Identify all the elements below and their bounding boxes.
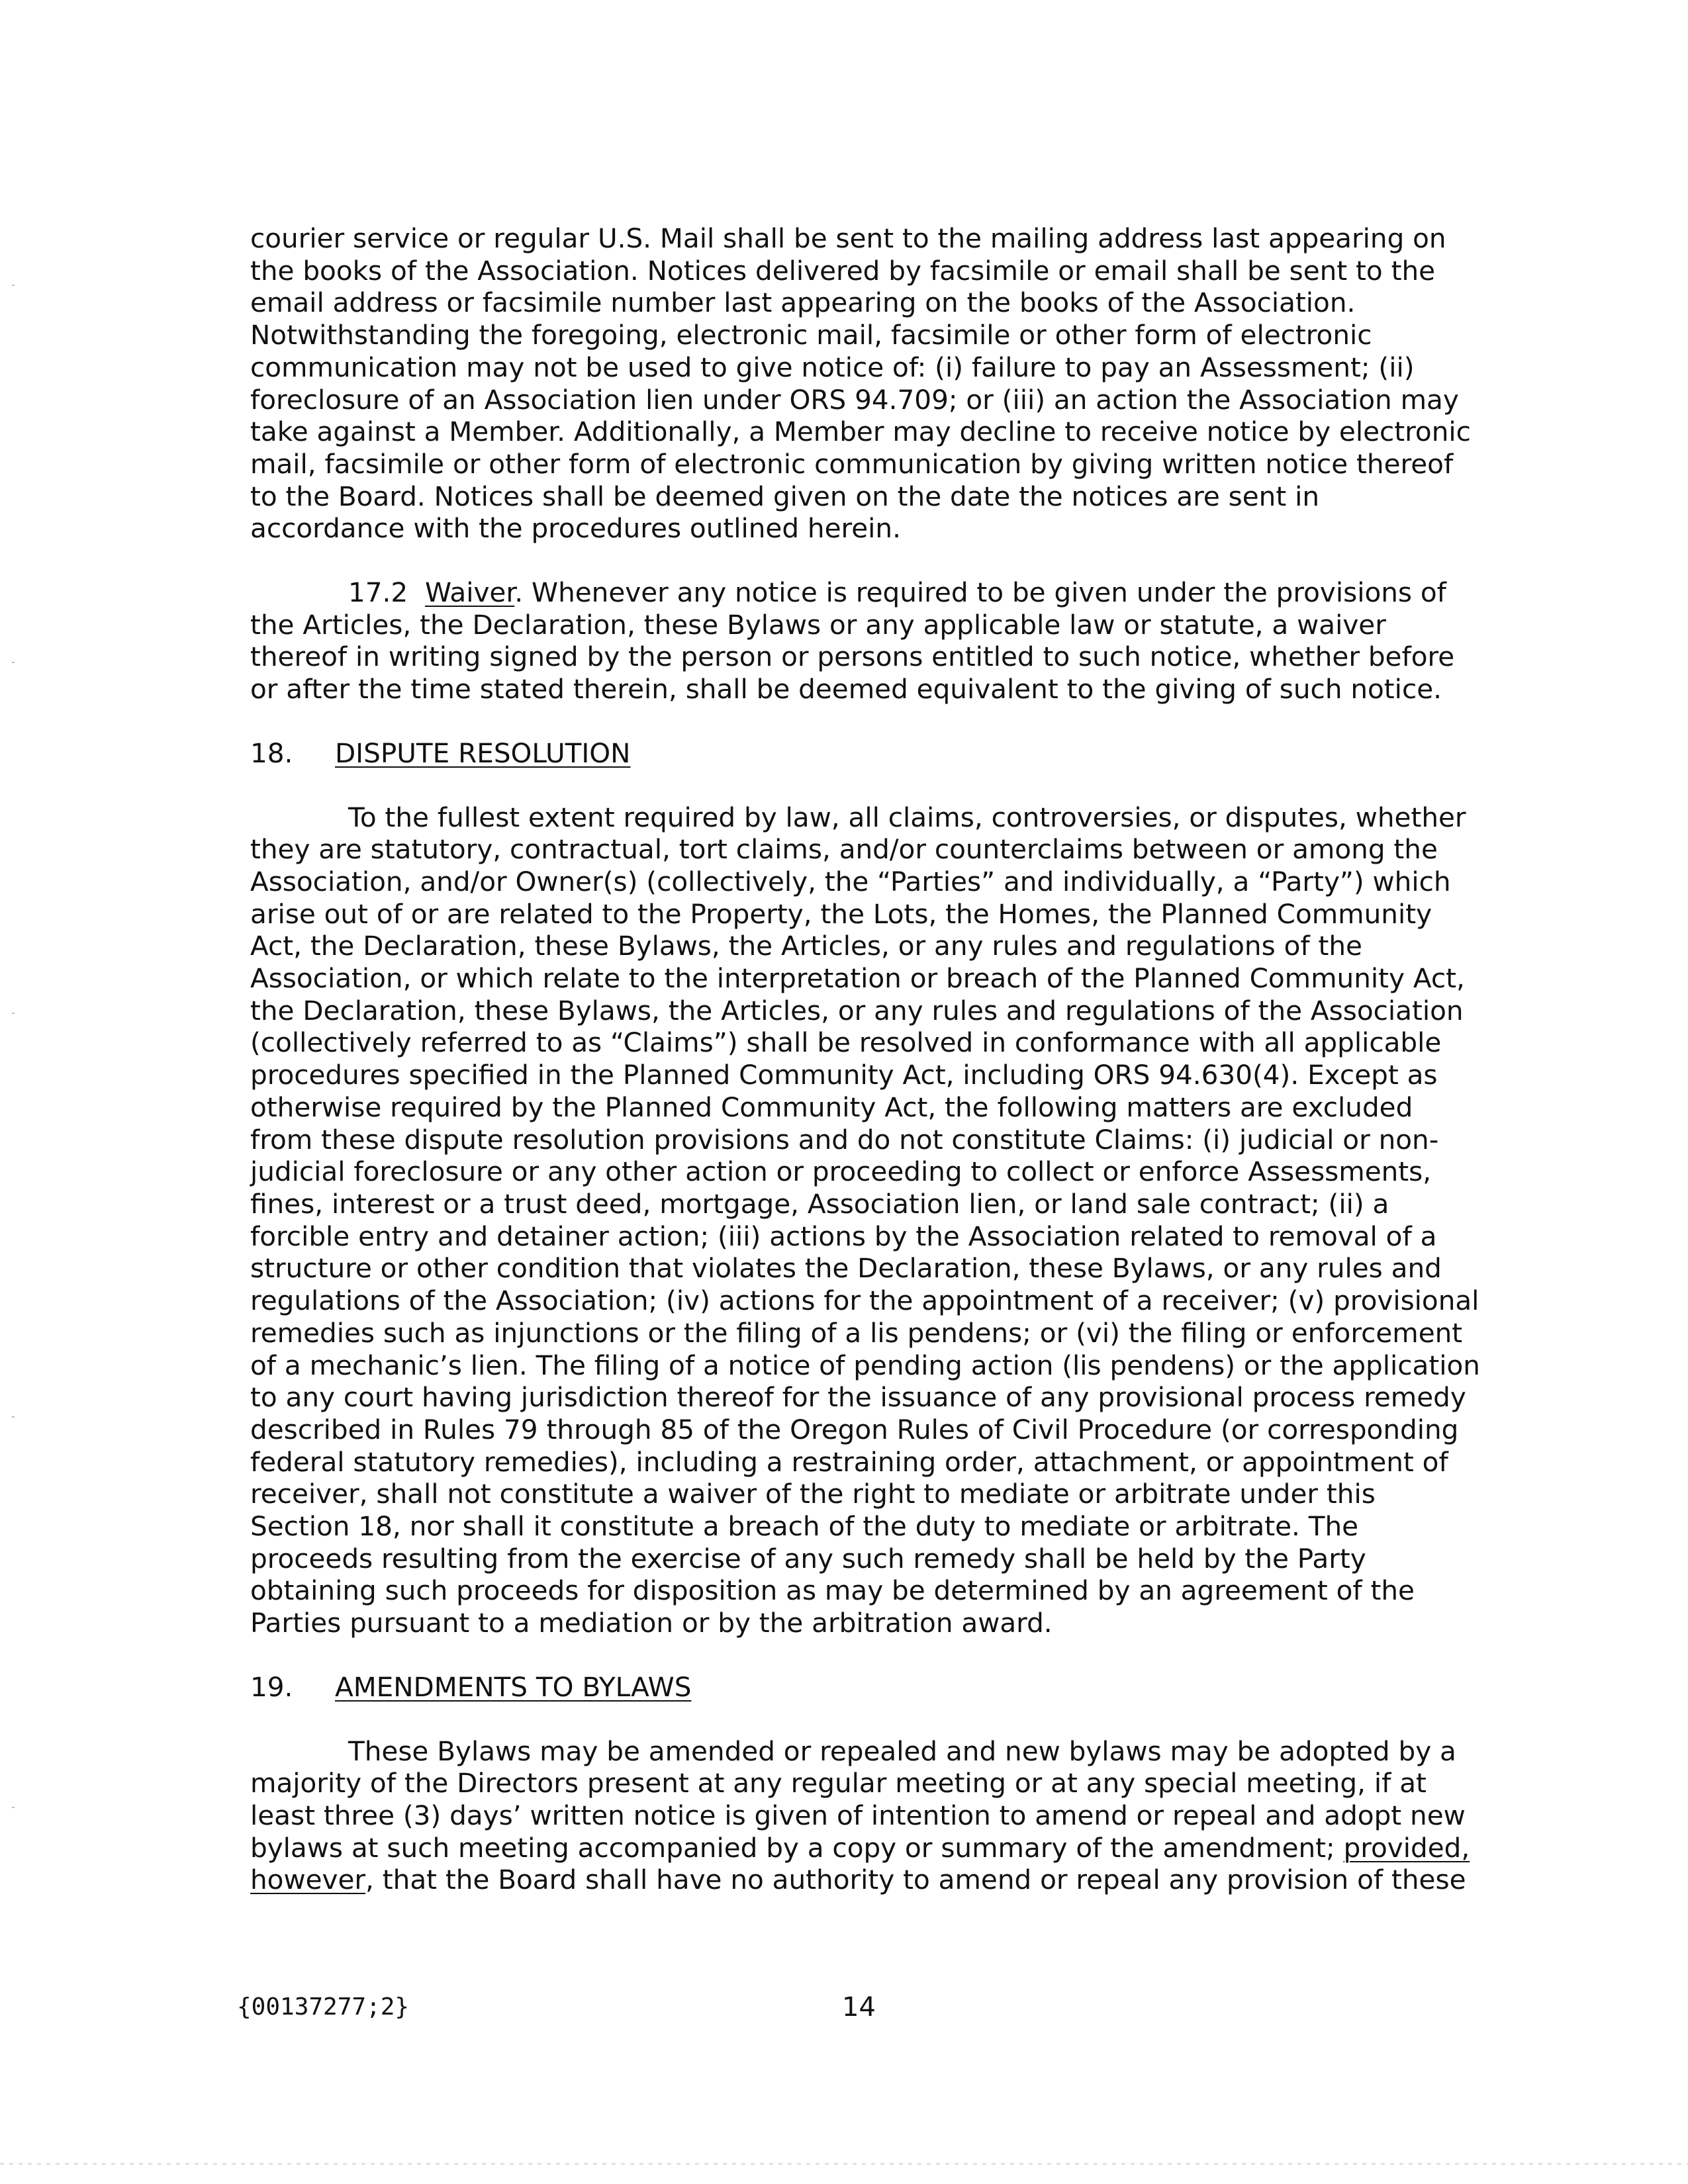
section-19-number: 19. — [250, 1670, 293, 1703]
footer-page-number: 14 — [842, 1992, 876, 2023]
scan-artifact-line — [0, 2163, 1688, 2165]
section-17-2-paragraph — [250, 576, 1481, 705]
section-19-underlined: provided, however — [250, 1831, 1470, 1896]
section-18-heading — [250, 737, 1481, 770]
section-17-2-title: Waiver — [424, 576, 515, 609]
section-17-2-text: . Whenever any notice is required to be given under the provisions of the Articles, the Declaration, these Bylaws or any applicable law or statute, a waiver thereof in writing signed by the person or persons entitled to such notice, whether before or after the time stated therein, shall be deemed equivalent to the giving of such notice. — [250, 576, 1455, 705]
continuation-paragraph: courier service or regular U.S. Mail shall be sent to the mailing address last appearing on the books of the Association. Notices delivered by facsimile or email shall be sent to the email address or facsimile number last appearing on the books of the Association. Notwithstanding the foregoing, electronic mail, facsimile or other form of electronic communication may not be used to give notice of: (i) failure to pay an Assessment; (ii) foreclosure of an Association lien under ORS 94.709; or (iii) an action the Association may take against a Member. Additionally, a Member may decline to receive notice by electronic mail, facsimile or other form of electronic communication by giving written notice thereof to the Board. Notices shall be deemed given on the date the notices are sent in accordance with the procedures outlined herein. — [250, 222, 1471, 545]
scan-mark — [12, 1807, 15, 1808]
footer-document-id: {00137277;2} — [237, 1993, 410, 2021]
document-body — [250, 222, 1481, 1896]
scan-mark — [12, 1013, 15, 1014]
section-18-paragraph: To the fullest extent required by law, all claims, controversies, or disputes, whether they are statutory, contractual, tort claims, and/or counterclaims between or among the Association, and/or Owner(s) (collectively, the “Parties” and individually, a “Party”) which arise out of or are related to the Property, the Lots, the Homes, the Planned Community Act, the Declaration, these Bylaws, the Articles, or any rules and regulations of the Association, or which relate to the interpretation or breach of the Planned Community Act, the Declaration, these Bylaws, the Articles, or any rules and regulations of the Association (collectively referred to as “Claims”) shall be resolved in conformance with all applicable procedures specified in the Planned Community Act, including ORS 94.630(4). Except as otherwise required by the Planned Community Act, the following matters are excluded from these dispute resolution provisions and do not constitute Claims: (i) judicial or non-judicial foreclosure or any other action or proceeding to collect or enforce Assessments, fines, interest or a trust deed, mortgage, Association lien, or land sale contract; (ii) a forcible entry and detainer action; (iii) actions by the Association related to removal of a structure or other condition that violates the Declaration, these Bylaws, or any rules and regulations of the Association; (iv) actions for the appointment of a receiver; (v) provisional remedies such as injunctions or the filing of a lis pendens; or (vi) the filing or enforcement of a mechanic’s lien. The filing of a notice of pending action (lis pendens) or the application to any court having jurisdiction thereof for the issuance of any provisional process remedy described in Rules 79 through 85 of the Oregon Rules of Civil Procedure (or corresponding federal statutory remedies), including a restraining order, attachment, or appointment of receiver, shall not constitute a waiver of the right to mediate or arbitrate under this Section 18, nor shall it constitute a breach of the duty to mediate or arbitrate. The proceeds resulting from the exercise of any such remedy shall be held by the Party obtaining such proceeds for disposition as may be determined by an agreement of the Parties pursuant to a mediation or by the arbitration award. — [250, 801, 1480, 1639]
section-19-paragraph — [250, 1735, 1481, 1897]
section-19-text-before: These Bylaws may be amended or repealed and new bylaws may be adopted by a majority of the Directors present at any regular meeting or at any special meeting, if at least three (3) days’ written notice is given of intention to amend or repeal and adopt new bylaws at such meeting accompanied by a copy or summary of the amendment; — [250, 1735, 1466, 1864]
scan-mark — [12, 662, 15, 663]
section-18-title: DISPUTE RESOLUTION — [335, 737, 631, 769]
scan-mark — [12, 1416, 15, 1418]
section-19-heading — [250, 1671, 1481, 1704]
scan-mark — [12, 285, 15, 286]
section-18-number: 18. — [250, 737, 293, 769]
section-19-title: AMENDMENTS TO BYLAWS — [335, 1670, 692, 1703]
section-17-2-number: 17.2 — [348, 576, 408, 609]
section-19-text-after: , that the Board shall have no authority to amend or repeal any provision of these — [365, 1864, 1466, 1896]
